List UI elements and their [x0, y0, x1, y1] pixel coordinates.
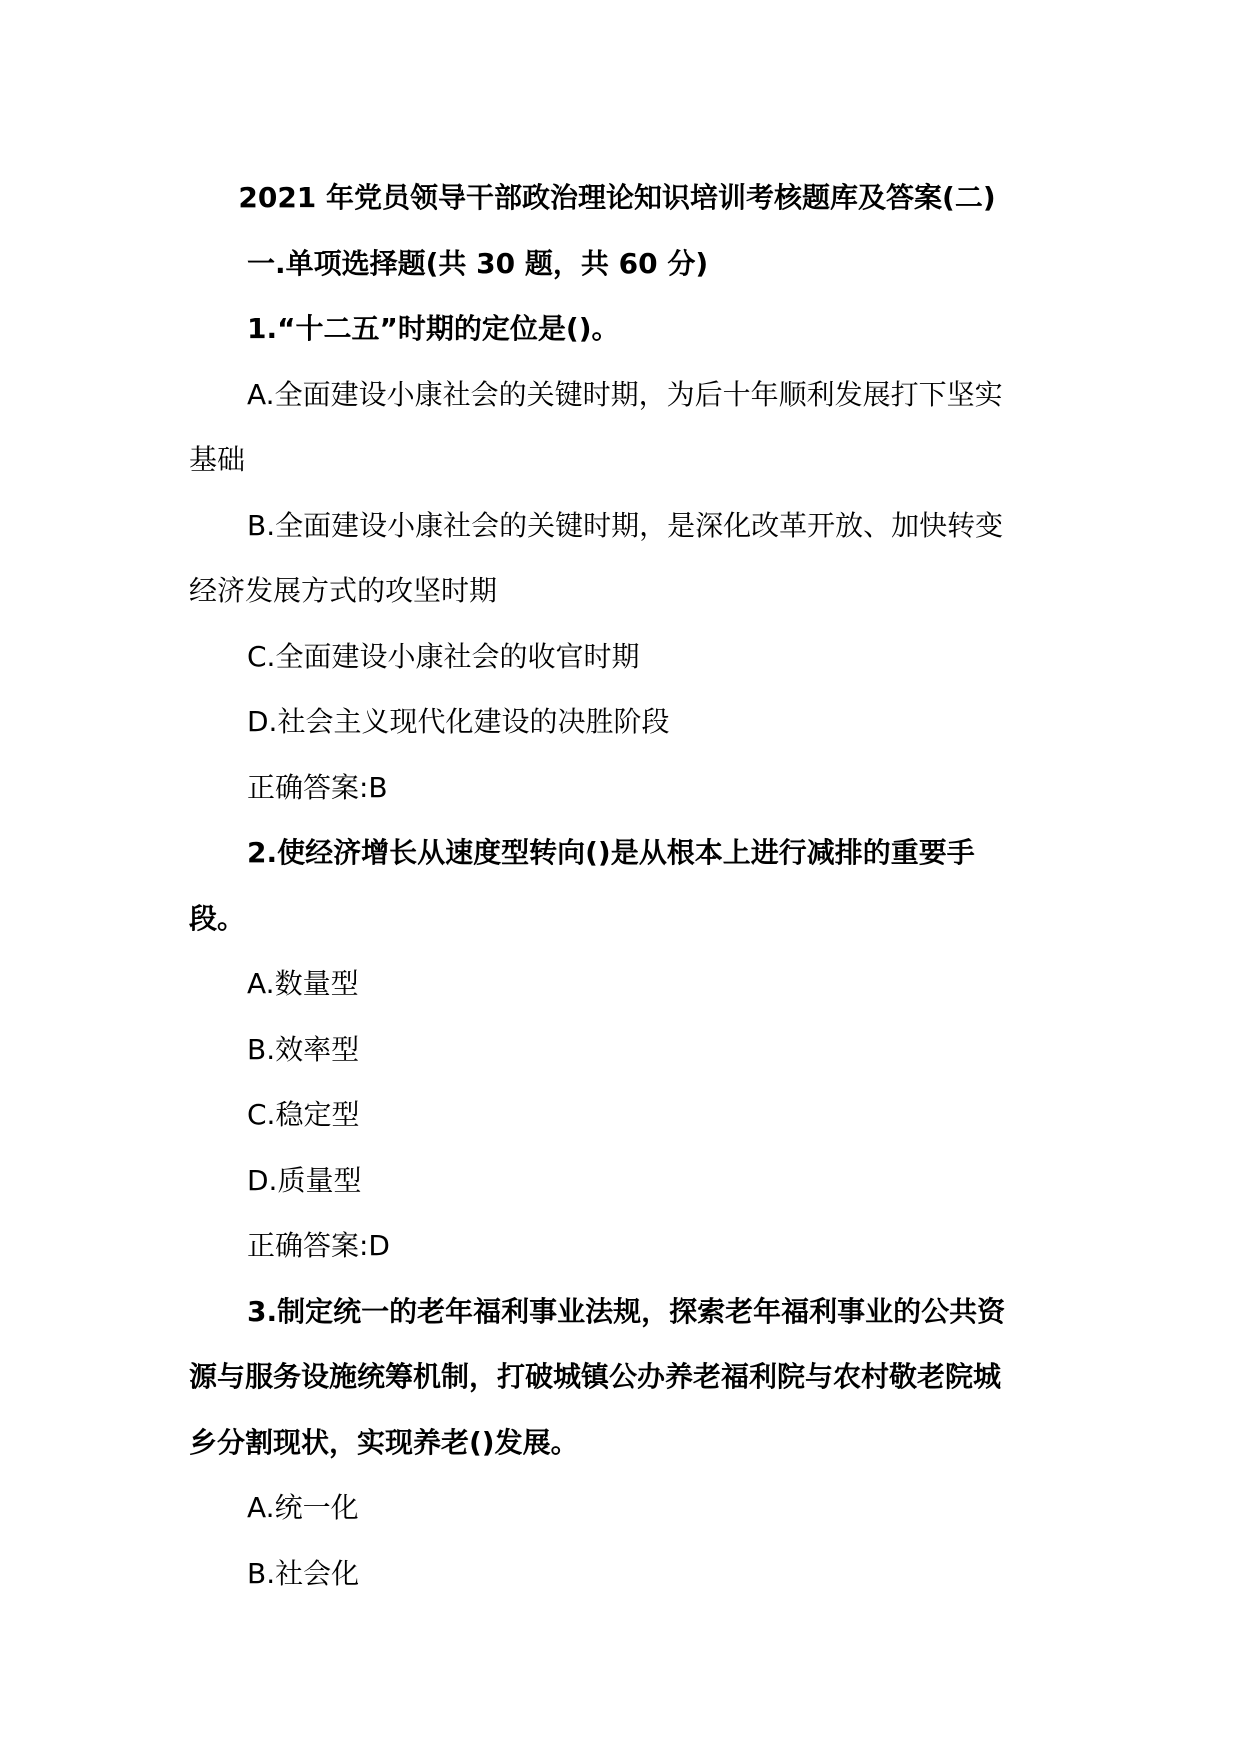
question-3 — [189, 1279, 1045, 1607]
option-b: B.社会化 — [247, 1556, 360, 1590]
question-stem-continued: 源与服务设施统筹机制，打破城镇公办养老福利院与农村敬老院城 — [189, 1360, 1002, 1393]
option-c: C.稳定型 — [247, 1098, 360, 1131]
correct-answer: 正确答案:D — [247, 1229, 390, 1262]
option-d: D.社会主义现代化建设的决胜阶段 — [247, 705, 670, 738]
option-a: A.统一化 — [247, 1491, 359, 1524]
question-2 — [189, 820, 1045, 1279]
question-stem-continued: 段。 — [189, 901, 246, 935]
option-c: C.全面建设小康社会的收官时期 — [247, 639, 640, 673]
option-a-continued: 基础 — [189, 443, 246, 476]
option-a: A.数量型 — [247, 967, 359, 1000]
option-b: B.全面建设小康社会的关键时期，是深化改革开放、加快转变 — [247, 508, 1004, 542]
option-d: D.质量型 — [247, 1163, 362, 1197]
question-1 — [189, 296, 1045, 820]
correct-answer: 正确答案:B — [247, 770, 388, 804]
question-stem: 3.制定统一的老年福利事业法规，探索老年福利事业的公共资 — [247, 1294, 1006, 1328]
option-b: B.效率型 — [247, 1032, 360, 1066]
document-body — [189, 165, 1045, 1606]
question-stem-continued: 乡分割现状，实现养老()发展。 — [189, 1425, 579, 1459]
section-heading: 一.单项选择题(共 30 题，共 60 分) — [247, 246, 709, 280]
question-stem: 2.使经济增长从速度型转向()是从根本上进行减排的重要手 — [247, 836, 975, 869]
question-stem: 1.“十二五”时期的定位是()。 — [247, 312, 620, 345]
option-b-continued: 经济发展方式的攻坚时期 — [189, 574, 498, 607]
document-title: 2021 年党员领导干部政治理论知识培训考核题库及答案(二) — [238, 181, 996, 214]
option-a: A.全面建设小康社会的关键时期，为后十年顺利发展打下坚实 — [247, 377, 1003, 411]
